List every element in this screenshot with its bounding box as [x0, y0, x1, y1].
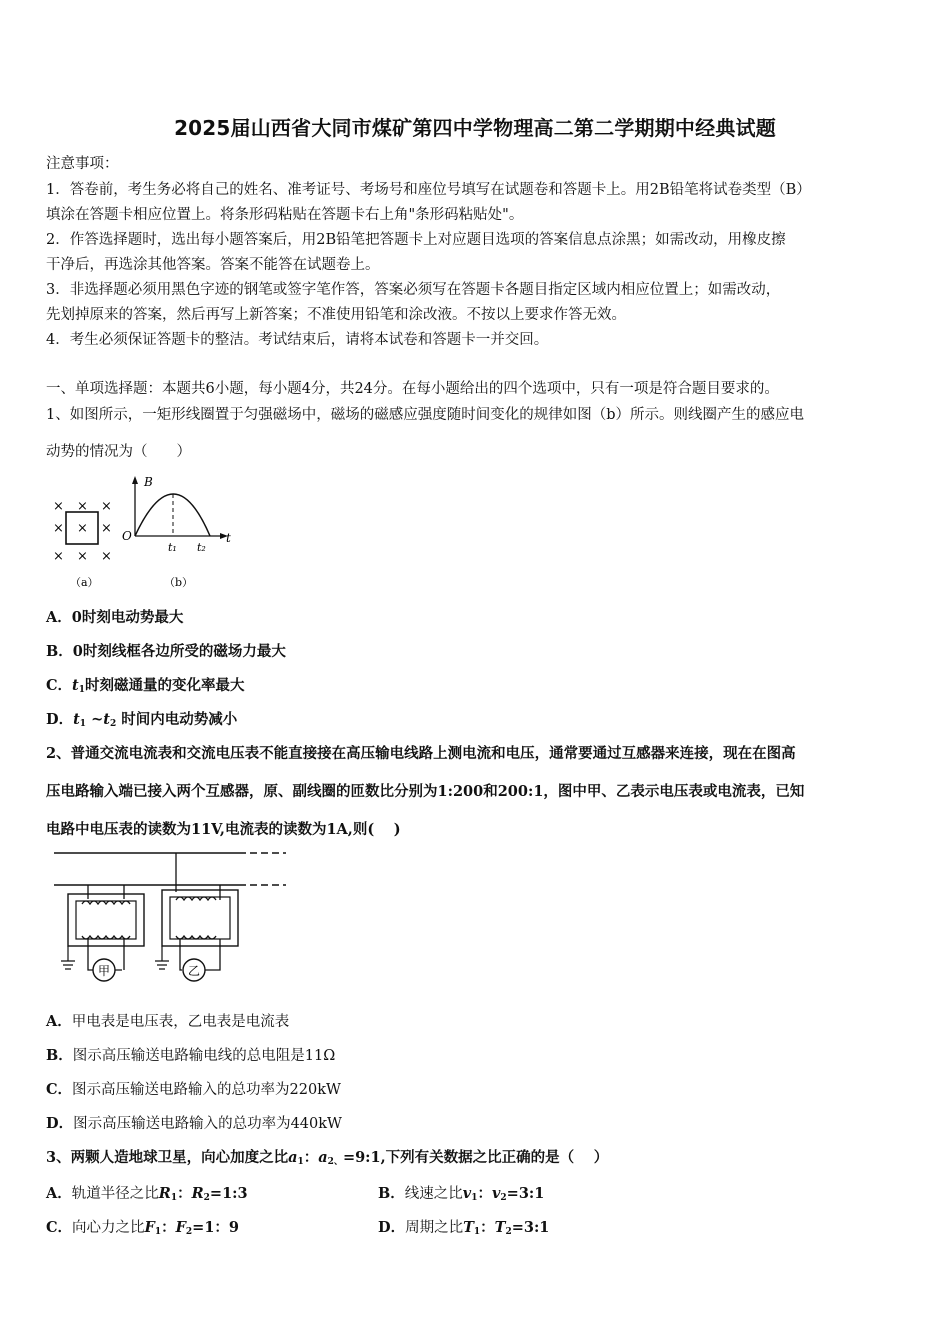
- transformer2-outer-core: [162, 890, 238, 946]
- option-sub: 1: [471, 1193, 478, 1203]
- axis-label-t: t: [226, 531, 231, 545]
- option-var: F: [144, 1219, 155, 1236]
- q2-circuit-figure: [50, 846, 294, 984]
- q1-option-d[interactable]: [46, 708, 237, 729]
- q2-option-d[interactable]: [46, 1112, 342, 1133]
- q1-option-a[interactable]: [46, 606, 183, 627]
- cross-mark: ×: [101, 549, 112, 564]
- q3-sub-a2: 2、: [327, 1157, 343, 1167]
- notice-line: 4．考生必须保证答题卡的整洁。考试结束后，请将本试卷和答题卡一并交回。: [46, 332, 549, 348]
- q2-stem-line2: 压电路输入端已接入两个互感器，原、副线圈的匝数比分别为1:200和200:1，图中甲、乙表示电压表或电流表，已知: [46, 783, 805, 800]
- option-sep: ~: [86, 711, 104, 728]
- option-text: 时刻磁通量的变化率最大: [85, 677, 245, 694]
- q3-option-c[interactable]: [46, 1216, 239, 1237]
- transformer2-secondary-coil: [176, 936, 216, 939]
- cross-mark: ×: [53, 521, 64, 536]
- q1-figure: [44, 472, 244, 594]
- cross-mark: ×: [77, 549, 88, 564]
- transformer2-inner-core: [170, 897, 230, 939]
- cross-mark: ×: [77, 521, 88, 536]
- notice-line: 填涂在答题卡相应位置上。将条形码粘贴在答题卡右上角"条形码粘贴处"。: [46, 207, 524, 223]
- option-sub: 1: [78, 685, 86, 695]
- option-sub: 1: [170, 1193, 178, 1203]
- option-ratio: =1:3: [209, 1185, 248, 1202]
- q3-option-d[interactable]: [378, 1216, 549, 1237]
- q3-stem-b: =9:1,下列有关数据之比正确的是（ ）: [342, 1149, 609, 1166]
- option-var: t: [72, 677, 79, 694]
- option-text: 轨道半径之比: [71, 1186, 159, 1202]
- option-text: 图示高压输送电路输电线的总电阻是11Ω: [72, 1048, 336, 1064]
- notice-line: 1．答卷前，考生务必将自己的姓名、准考证号、考场号和座位号填写在试题卷和答题卡上。用2B铅笔将试卷类型（B）: [46, 182, 811, 198]
- q1-stem-line2: 动势的情况为（ ）: [46, 444, 191, 460]
- q2-stem-line1: 2、普通交流电流表和交流电压表不能直接接在高压输电线路上测电流和电压，通常要通过互感器来连接，现在在图高: [46, 745, 796, 762]
- caption-a: （a）: [70, 576, 99, 589]
- meter-jia-label: 甲: [97, 964, 111, 978]
- cross-mark: ×: [53, 549, 64, 564]
- option-letter: B．: [378, 1185, 405, 1202]
- option-var: R: [158, 1185, 171, 1202]
- option-sub: 1: [473, 1227, 481, 1237]
- option-ratio: =3:1: [511, 1219, 550, 1236]
- option-sub: 2: [500, 1193, 507, 1203]
- option-letter: C．: [46, 1219, 73, 1236]
- option-letter: B．: [46, 643, 73, 660]
- y-axis-arrow: [132, 476, 138, 484]
- option-letter: D．: [378, 1219, 406, 1236]
- ground1-symbol: [61, 961, 75, 969]
- option-var: t: [73, 711, 80, 728]
- option-sub: 1: [79, 719, 87, 729]
- option-letter: C．: [46, 1081, 73, 1098]
- ground2-symbol: [155, 961, 169, 969]
- section-heading: 一、单项选择题：本题共6小题，每小题4分，共24分。在每小题给出的四个选项中，只有一项是符合题目要求的。: [46, 381, 779, 397]
- option-var: t: [103, 711, 110, 728]
- option-mid: ：: [480, 1219, 495, 1236]
- option-letter: A．: [46, 1013, 72, 1030]
- option-text: 线速之比: [404, 1186, 463, 1202]
- notice-line: 先划掉原来的答案，然后再写上新答案；不准使用铅笔和涂改液。不按以上要求作答无效。: [46, 307, 626, 323]
- transformer1-outer-core: [68, 894, 144, 946]
- option-var: T: [463, 1219, 474, 1236]
- option-letter: A．: [46, 1185, 72, 1202]
- option-text: 0时刻线框各边所受的磁场力最大: [72, 643, 286, 660]
- origin-label: O: [122, 529, 132, 543]
- q2-stem-line3: 电路中电压表的读数为11V,电流表的读数为1A,则( ): [46, 821, 401, 838]
- option-mid: ：: [477, 1185, 492, 1202]
- option-mid: ：: [161, 1219, 176, 1236]
- notice-line: 干净后，再选涂其他答案。答案不能答在试题卷上。: [46, 257, 380, 273]
- transformer1-lead: [88, 885, 124, 899]
- q3-stem-a: 3、两颗人造地球卫星，向心加度之比: [46, 1149, 289, 1166]
- option-text: 向心力之比: [72, 1220, 145, 1236]
- option-text: 图示高压输送电路输入的总功率为440kW: [73, 1116, 342, 1132]
- option-letter: B．: [46, 1047, 73, 1064]
- option-sub: 2: [203, 1193, 210, 1203]
- cross-mark: ×: [53, 499, 64, 514]
- option-text: 甲电表是电压表，乙电表是电流表: [71, 1014, 290, 1030]
- option-text: 周期之比: [405, 1220, 464, 1236]
- q3-option-b[interactable]: [378, 1182, 544, 1203]
- option-var: T: [494, 1219, 506, 1236]
- option-letter: C．: [46, 677, 73, 694]
- q1-stem-line1: 1、如图所示，一矩形线圈置于匀强磁场中，磁场的磁感应强度随时间变化的规律如图（b）所示。则线圈产生的感应电: [46, 407, 805, 423]
- option-sub: 2: [109, 719, 117, 729]
- notice-heading: 注意事项：: [46, 156, 119, 172]
- t2-label: t₂: [197, 541, 206, 554]
- option-sub: 1: [154, 1227, 162, 1237]
- q3-colon: ：: [303, 1149, 319, 1166]
- notice-line: 2．作答选择题时，选出每小题答案后，用2B铅笔把答题卡上对应题目选项的答案信息点涂黑；如需改动，用橡皮擦: [46, 232, 786, 248]
- option-mid: ：: [177, 1185, 192, 1202]
- notice-line: 3．非选择题必须用黑色字迹的钢笔或签字笔作答，答案必须写在答题卡各题目指定区域内相应位置上；如需改动，: [46, 282, 781, 298]
- q3-option-a[interactable]: [46, 1182, 248, 1203]
- q1-option-c[interactable]: [46, 674, 245, 695]
- page-title: 2025届山西省大同市煤矿第四中学物理高二第二学期期中经典试题: [174, 116, 776, 140]
- q3-var-a1: a: [288, 1149, 298, 1166]
- q2-option-b[interactable]: [46, 1044, 335, 1065]
- q3-stem: [46, 1146, 608, 1167]
- cross-mark: ×: [101, 499, 112, 514]
- option-var: F: [175, 1219, 186, 1236]
- cross-mark: ×: [77, 499, 88, 514]
- axis-label-b: B: [144, 475, 153, 489]
- option-sub: 2: [505, 1227, 512, 1237]
- transformer2-primary-coil: [176, 897, 216, 900]
- option-sub: 2: [185, 1227, 193, 1237]
- meter-yi-label: 乙: [187, 964, 201, 978]
- q3-var-a2: a: [318, 1149, 328, 1166]
- q2-option-c[interactable]: [46, 1078, 341, 1099]
- q2-option-a[interactable]: [46, 1010, 289, 1031]
- transformer1-inner-core: [76, 901, 136, 939]
- option-text: 0时刻电动势最大: [71, 609, 184, 626]
- option-letter: A．: [46, 609, 72, 626]
- option-ratio: =1：9: [192, 1219, 239, 1236]
- option-var: v: [462, 1185, 472, 1202]
- q1-option-b[interactable]: [46, 640, 286, 661]
- caption-b: （b）: [164, 576, 194, 589]
- t1-label: t₁: [168, 541, 177, 554]
- option-letter: D．: [46, 1115, 74, 1132]
- option-letter: D．: [46, 711, 74, 728]
- option-text: 图示高压输送电路输入的总功率为220kW: [72, 1082, 341, 1098]
- option-text: 时间内电动势减小: [116, 711, 238, 728]
- q3-sub-a1: 1: [297, 1157, 304, 1167]
- option-var: R: [191, 1185, 204, 1202]
- option-var: v: [491, 1185, 501, 1202]
- option-ratio: =3:1: [506, 1185, 545, 1202]
- cross-mark: ×: [101, 521, 112, 536]
